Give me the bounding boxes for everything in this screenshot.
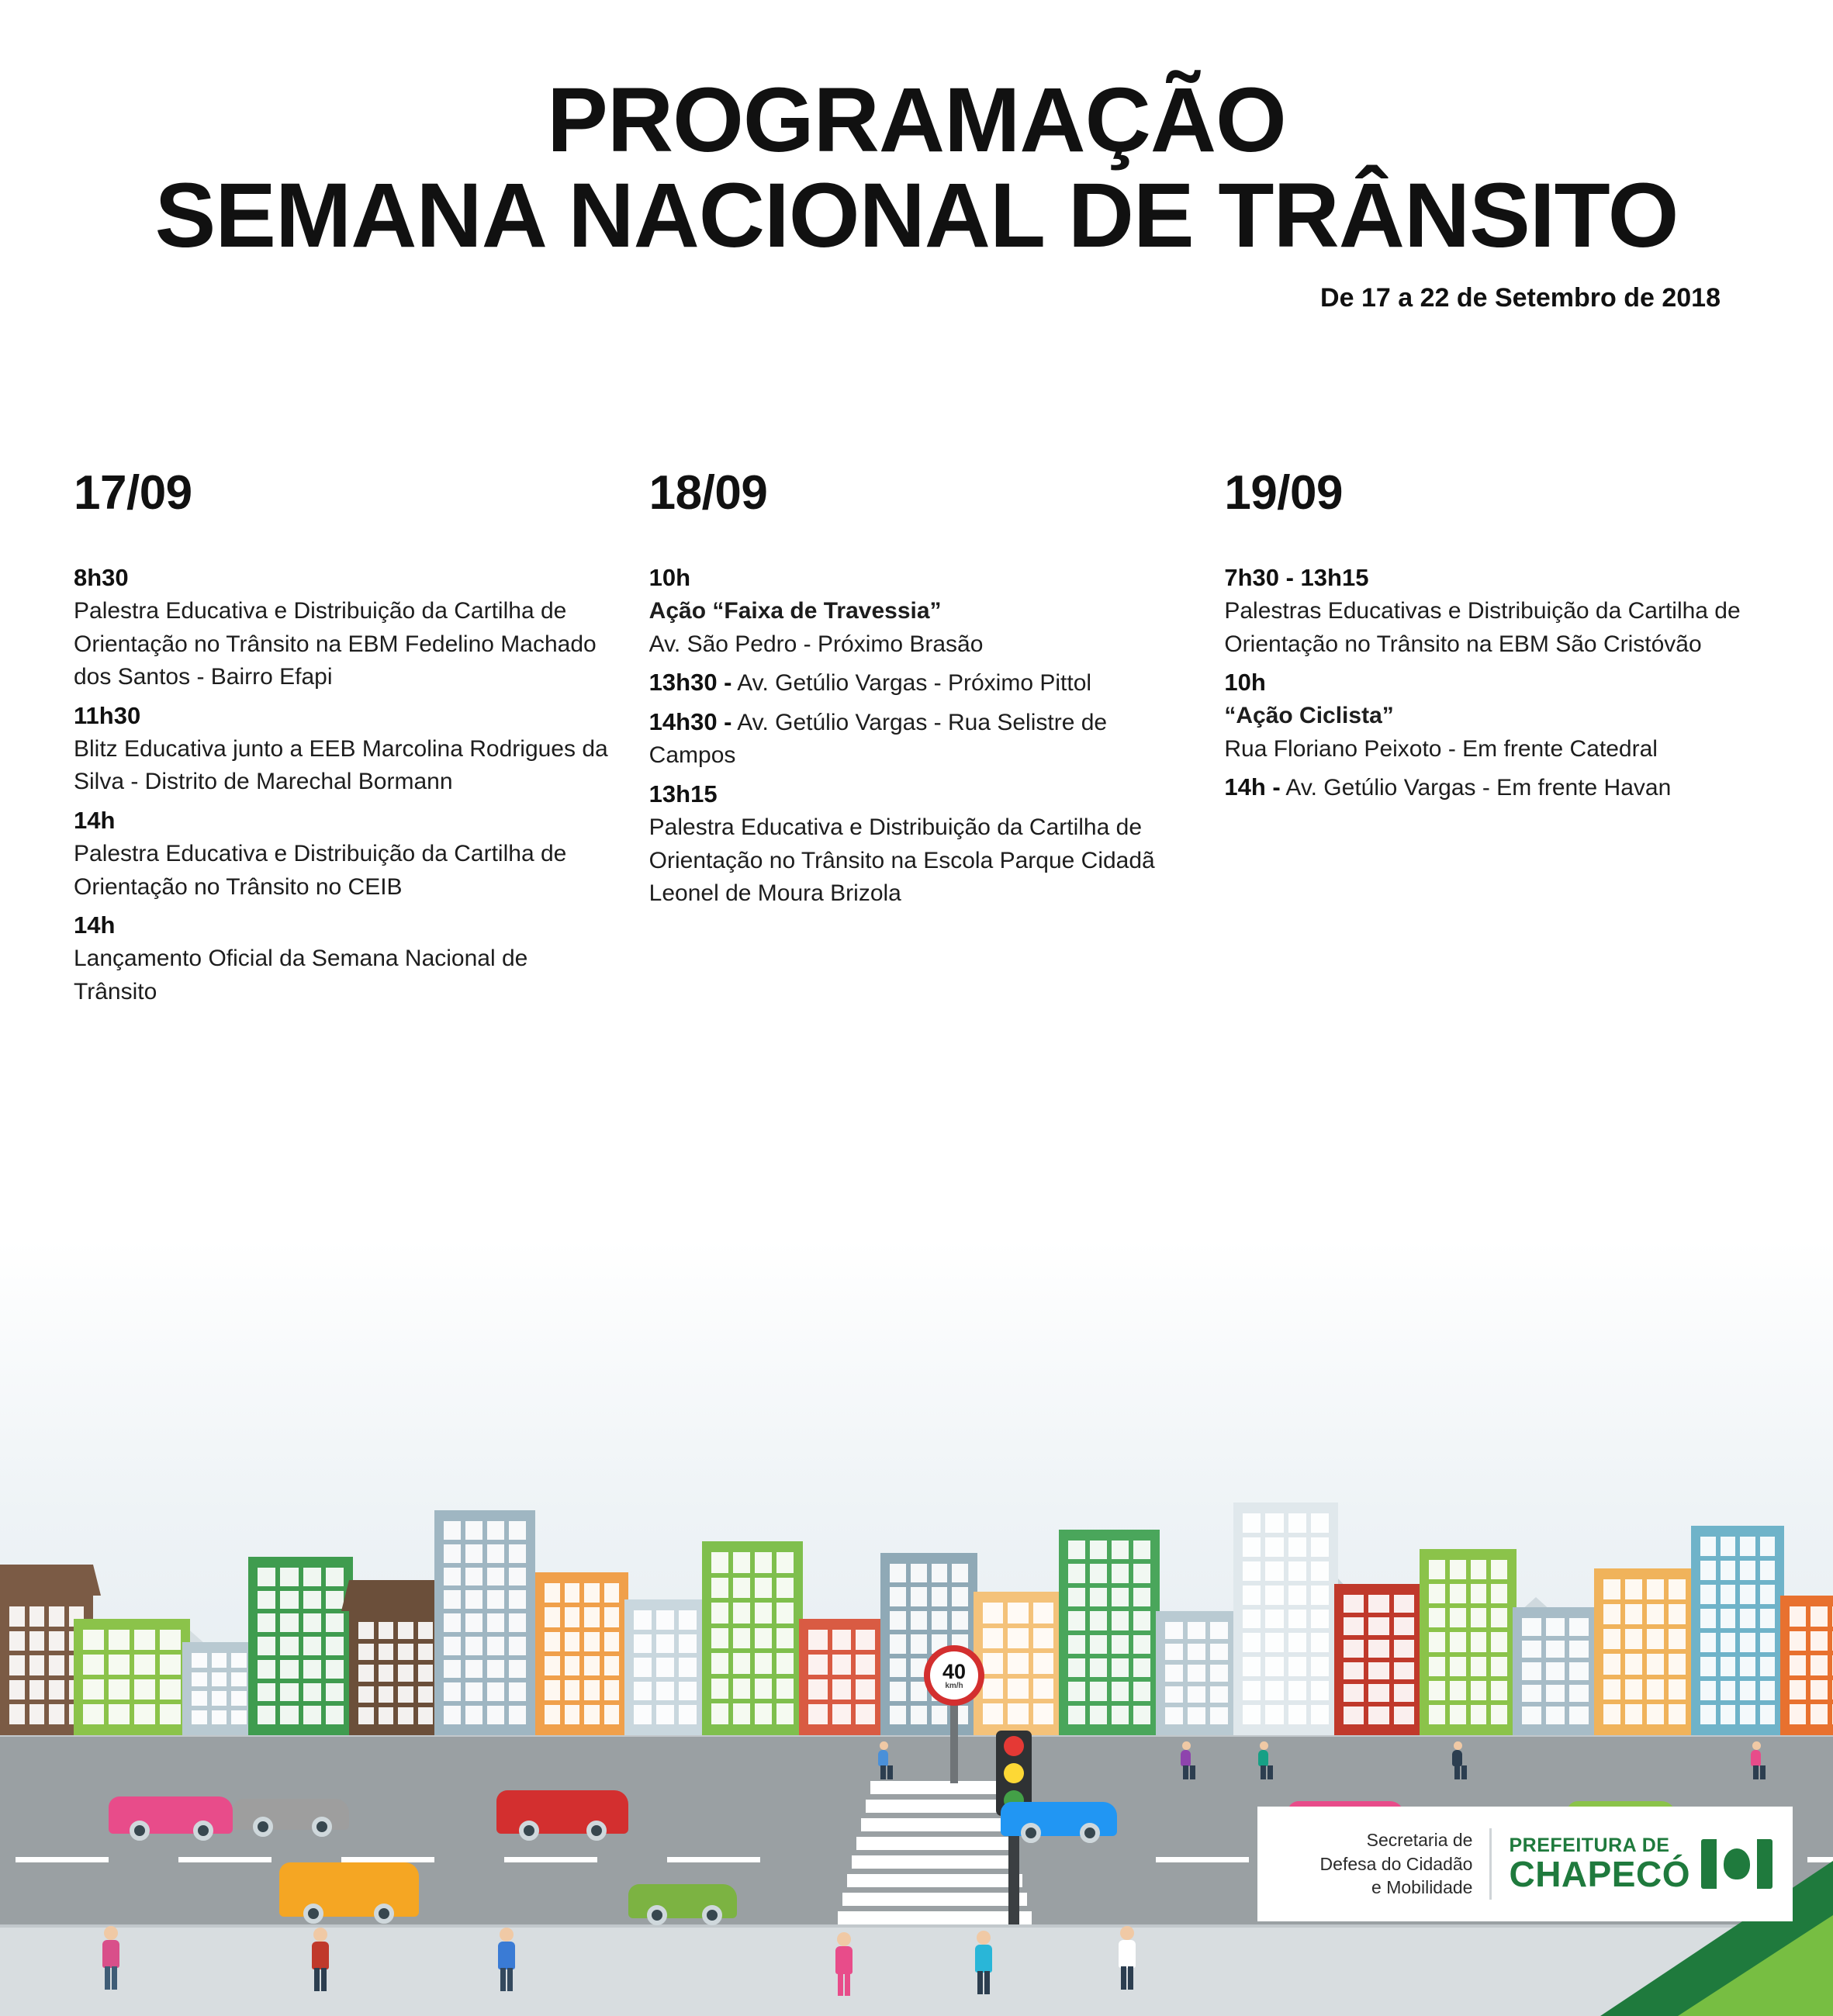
- event-description: Blitz Educativa junto a EEB Marcolina Rodrigues da Silva - Distrito de Marechal Bormann: [74, 735, 608, 795]
- pedestrian: [1749, 1741, 1769, 1783]
- building: [74, 1619, 190, 1735]
- page-subtitle: De 17 a 22 de Setembro de 2018: [1320, 282, 1721, 313]
- event-description: “Ação Ciclista”: [1224, 703, 1394, 729]
- crosswalk-stripe: [866, 1800, 1004, 1813]
- pedestrian: [1117, 1926, 1137, 1993]
- building: [1334, 1584, 1423, 1735]
- crosswalk-stripe: [842, 1893, 1027, 1906]
- event-time: 10h: [1224, 669, 1266, 697]
- schedule-event: [649, 561, 1185, 661]
- vehicle: [279, 1862, 419, 1917]
- building: [1156, 1611, 1237, 1735]
- event-description: Palestra Educativa e Distribuição da Cartilha de Orientação no Trânsito no CEIB: [74, 841, 567, 900]
- schedule-event: [649, 705, 1185, 773]
- event-time: 7h30 - 13h15: [1224, 564, 1369, 591]
- building: [1594, 1568, 1695, 1735]
- vehicle: [109, 1796, 233, 1834]
- event-time: 8h30: [74, 564, 129, 591]
- schedule-event: [649, 777, 1185, 911]
- pedestrian: [101, 1926, 121, 1993]
- schedule-columns: [0, 465, 1833, 1013]
- secretaria-line-2: Defesa do Cidadão: [1319, 1853, 1473, 1874]
- road-dash: [667, 1857, 760, 1862]
- crosswalk-stripe: [838, 1911, 1032, 1924]
- event-inline-line: [649, 705, 1185, 773]
- vehicle: [1001, 1802, 1117, 1836]
- event-time: 14h: [74, 911, 116, 939]
- building: [182, 1642, 256, 1735]
- building: [702, 1541, 803, 1735]
- secretaria-text: [1278, 1828, 1492, 1899]
- pedestrian: [1451, 1741, 1471, 1783]
- building: [248, 1557, 353, 1735]
- event-time: 14h: [74, 807, 116, 834]
- corner-decoration-light: [1678, 1915, 1833, 2016]
- building: [1780, 1596, 1833, 1735]
- column-date-heading: 19/09: [1224, 466, 1343, 520]
- event-description: Palestra Educativa e Distribuição da Cartilha de Orientação no Trânsito na EBM Fedelino Machado dos Santos - Bairro Efapi: [74, 598, 597, 690]
- event-time: 10h: [648, 564, 691, 591]
- building: [624, 1599, 706, 1735]
- schedule-event: [1224, 770, 1759, 805]
- schedule-event: [74, 699, 609, 799]
- building: [799, 1619, 884, 1735]
- vehicle: [628, 1884, 737, 1918]
- institution-logo: [1257, 1807, 1793, 1921]
- lower-sidewalk: [0, 1924, 1833, 2016]
- page-title-line-2: SEMANA NACIONAL DE TRÂNSITO: [154, 164, 1679, 268]
- speed-limit-unit: km/h: [945, 1681, 963, 1690]
- pedestrian: [496, 1928, 517, 1994]
- event-description: Av. Getúlio Vargas - Em frente Havan: [1285, 775, 1672, 801]
- page-title-line-1: PROGRAMAÇÃO: [547, 69, 1286, 171]
- event-inline-line: [1224, 770, 1759, 805]
- schedule-event: [74, 561, 609, 694]
- schedule-column-18-09: [649, 465, 1185, 1013]
- road-dash: [1156, 1857, 1249, 1862]
- event-time: 11h30: [74, 701, 141, 729]
- building-skyline: [0, 1409, 1833, 1735]
- pedestrian: [310, 1928, 330, 1994]
- event-time: 13h30 -: [648, 669, 732, 697]
- pedestrian: [1257, 1741, 1277, 1783]
- prefeitura-city-name: CHAPECÓ: [1509, 1854, 1690, 1895]
- event-description: Palestras Educativas e Distribuição da Cartilha de Orientação no Trânsito na EBM São Cristóvão: [1224, 598, 1741, 657]
- city-street-illustration: [0, 1240, 1833, 2016]
- speed-limit-sign: [942, 1659, 967, 1783]
- road-dash: [504, 1857, 597, 1862]
- vehicle: [496, 1790, 628, 1834]
- event-location: Rua Floriano Peixoto - Em frente Catedral: [1224, 735, 1658, 762]
- building: [1513, 1607, 1598, 1735]
- schedule-event: [1224, 666, 1759, 766]
- road-dash: [16, 1857, 109, 1862]
- schedule-event: [74, 804, 609, 904]
- building: [974, 1592, 1063, 1735]
- pedestrian: [1179, 1741, 1199, 1783]
- building: [1420, 1549, 1517, 1735]
- pedestrian: [974, 1931, 994, 1997]
- speed-limit-value: 40: [942, 1659, 967, 1683]
- column-date-heading: 17/09: [74, 466, 192, 520]
- event-description: Ação “Faixa de Travessia”: [648, 598, 942, 624]
- building: [1233, 1502, 1338, 1735]
- secretaria-line-1: Secretaria de: [1366, 1830, 1473, 1851]
- event-location: Av. São Pedro - Próximo Brasão: [648, 631, 984, 657]
- crosswalk-stripe: [847, 1874, 1022, 1887]
- event-time: 13h15: [648, 780, 718, 807]
- event-description: Av. Getúlio Vargas - Próximo Pittol: [737, 670, 1092, 697]
- chapeco-flag-icon: [1701, 1839, 1772, 1889]
- secretaria-line-3: e Mobilidade: [1371, 1877, 1473, 1898]
- schedule-column-17-09: [74, 465, 609, 1013]
- crosswalk-stripe: [856, 1837, 1013, 1850]
- pedestrian: [877, 1741, 897, 1783]
- vehicle: [233, 1799, 349, 1830]
- schedule-event: [74, 908, 609, 1008]
- event-description: Av. Getúlio Vargas - Rua Selistre de Campos: [648, 709, 1108, 769]
- schedule-event: [1224, 561, 1759, 661]
- prefeitura-logo: [1509, 1835, 1772, 1893]
- prefeitura-small-label: PREFEITURA DE: [1509, 1834, 1670, 1856]
- building: [434, 1510, 535, 1735]
- road-dash: [178, 1857, 271, 1862]
- poster-header: [0, 0, 1833, 313]
- crosswalk-stripe: [852, 1855, 1018, 1869]
- event-description: Palestra Educativa e Distribuição da Cartilha de Orientação no Trânsito na Escola Parque Cidadã Leonel de Moura Brizola: [648, 814, 1155, 907]
- pedestrian: [834, 1932, 854, 1999]
- event-time: 14h30 -: [648, 707, 732, 735]
- building: [1691, 1526, 1784, 1735]
- event-description: Lançamento Oficial da Semana Nacional de Trânsito: [74, 946, 528, 1005]
- schedule-column-19-09: [1224, 465, 1759, 1013]
- building: [535, 1572, 628, 1735]
- schedule-event: [649, 666, 1185, 700]
- column-date-heading: 18/09: [648, 466, 768, 520]
- building: [349, 1611, 442, 1735]
- road-dash: [341, 1857, 434, 1862]
- building: [880, 1553, 977, 1735]
- event-time: 14h -: [1224, 773, 1281, 801]
- crosswalk-stripe: [861, 1818, 1008, 1831]
- event-inline-line: [649, 666, 1185, 700]
- building: [1059, 1530, 1160, 1735]
